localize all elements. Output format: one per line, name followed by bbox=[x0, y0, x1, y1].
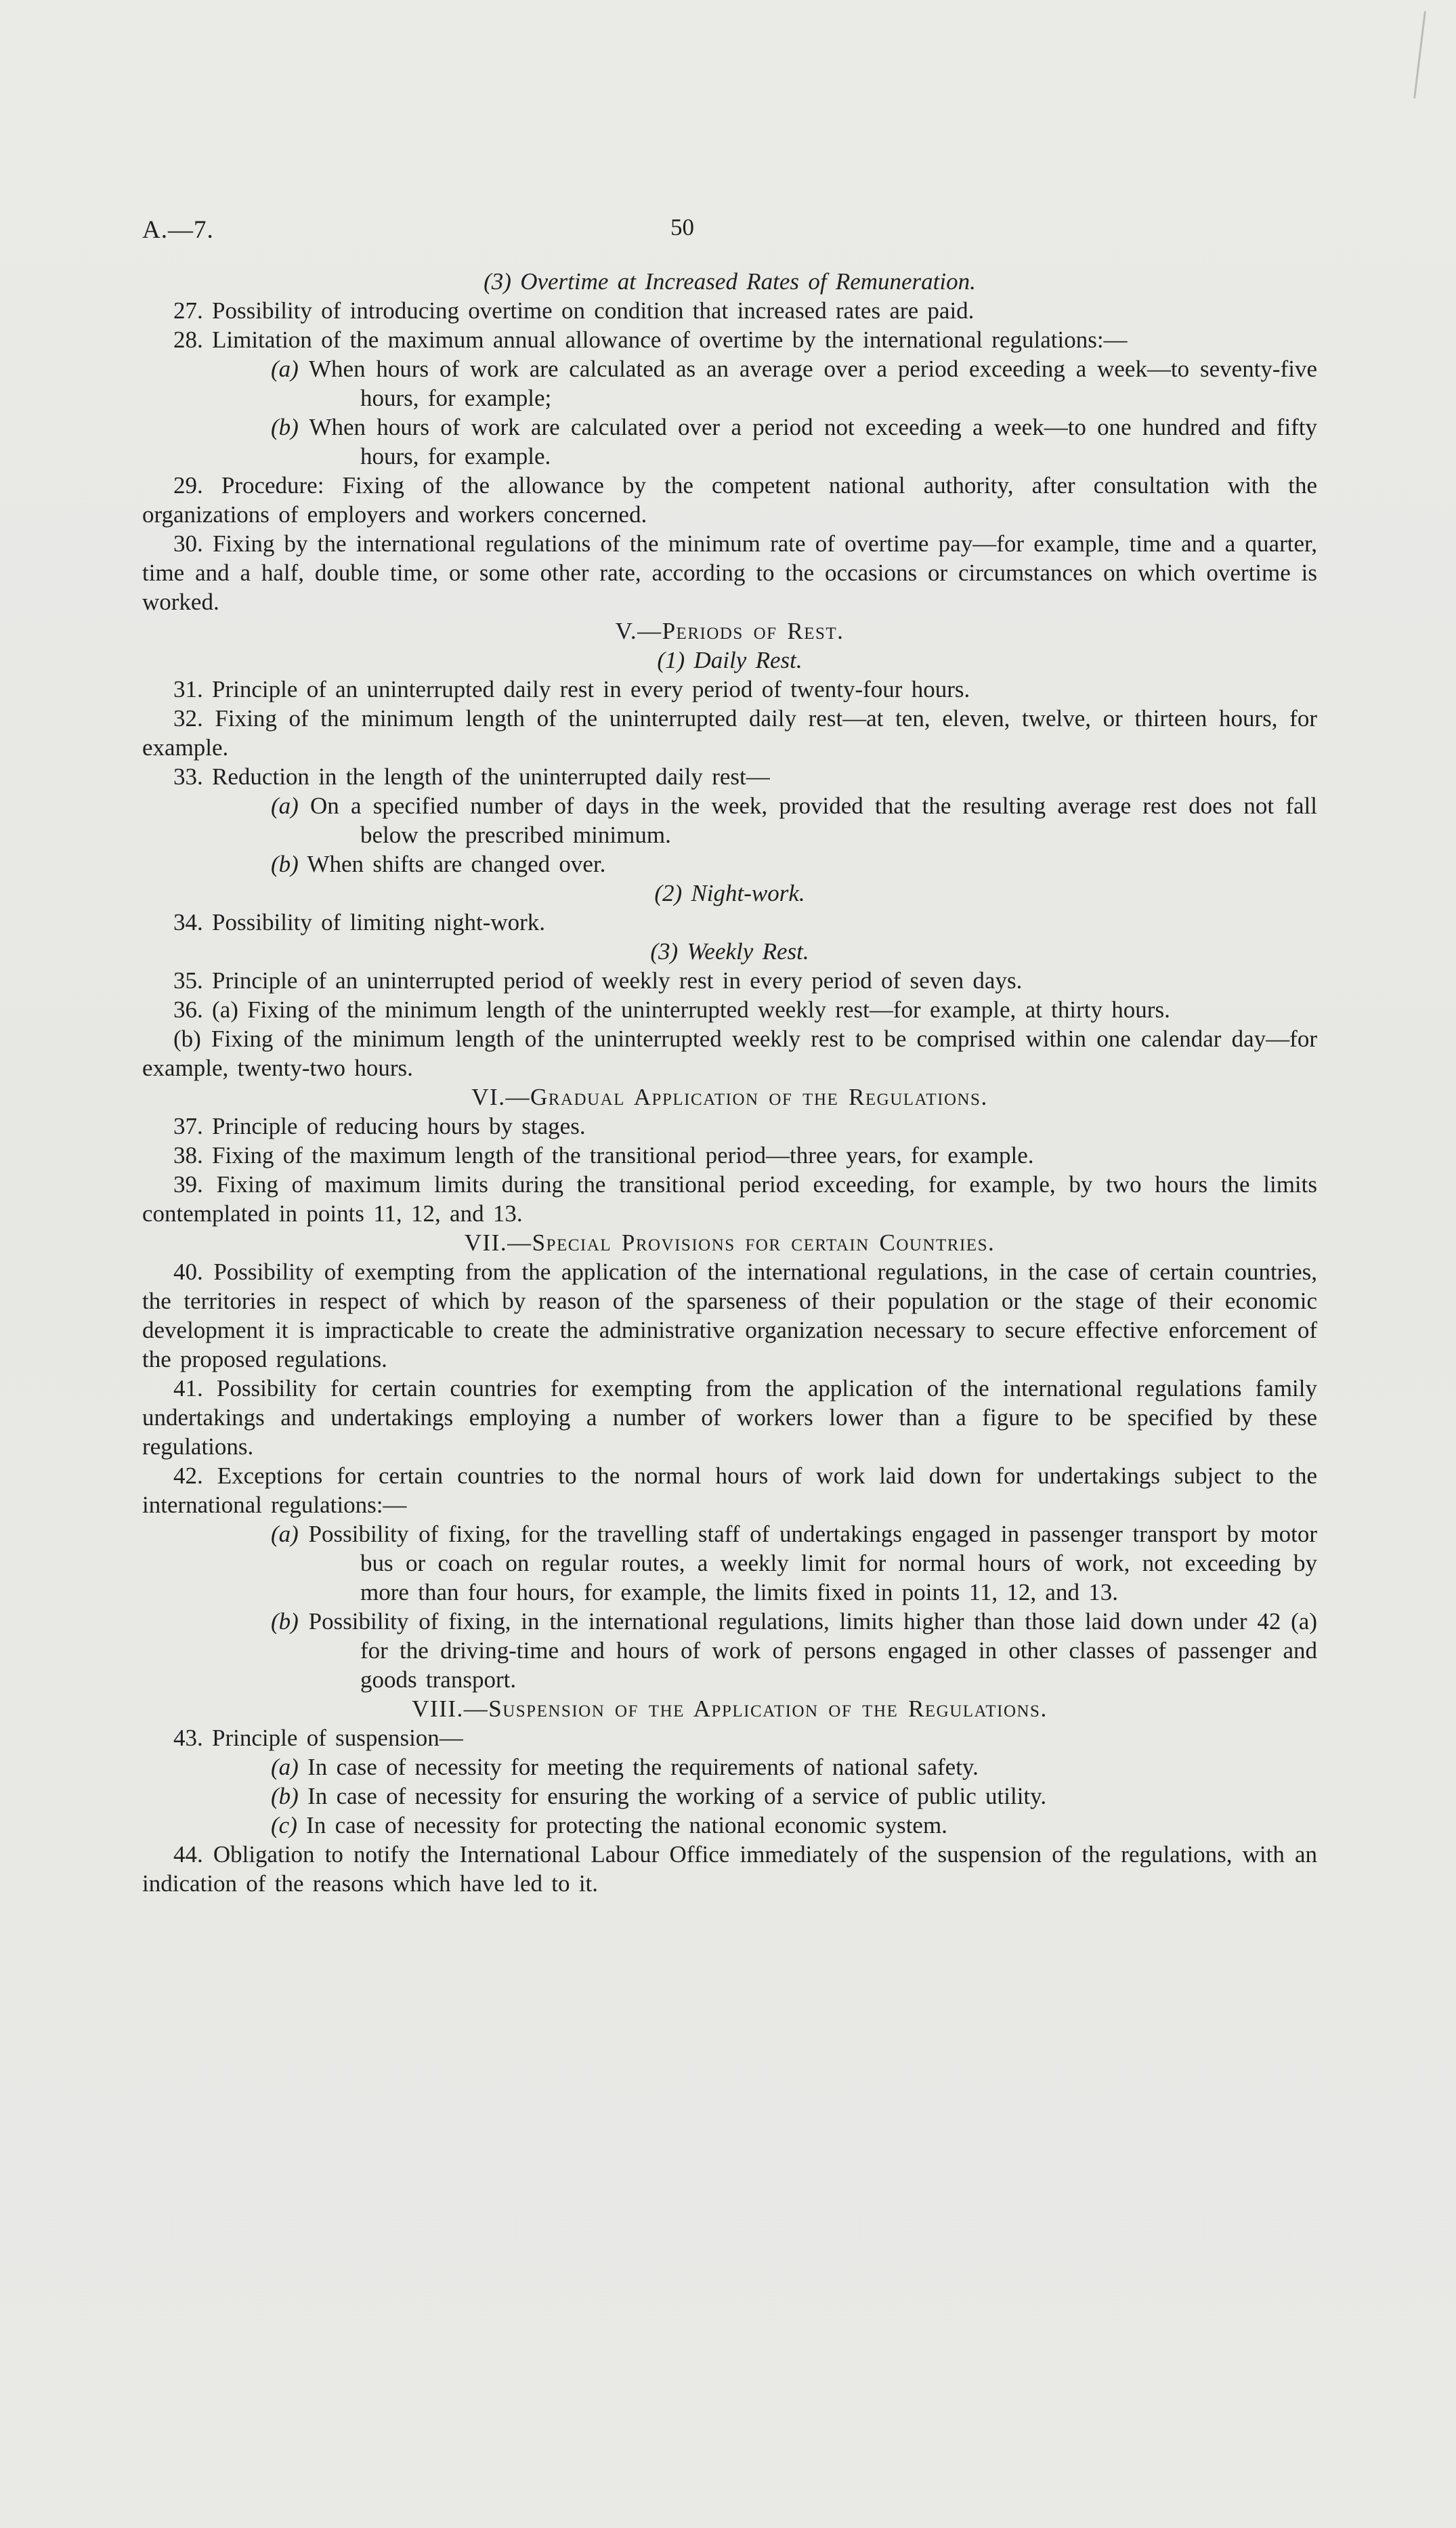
paragraph: 40. Possibility of exempting from the application of the international regulations, in the case of certain countries, the territories in respect of which by reason of the sparseness of their population or the stage of their economic development it is impracticable to create the administrative organization necessary to secure effective enforcement of the proposed regulations. bbox=[142, 1259, 1317, 1372]
sub-item: (a) Possibility of fixing, for the travelling staff of undertakings engaged in passenger transport by motor bus or coach on regular routes, a weekly limit for normal hours of work, not exceeding by more than four hours, for example, the limits fixed in points 11, 12, and 13. bbox=[271, 1521, 1317, 1605]
paragraph: 36. (a) Fixing of the minimum length of the uninterrupted weekly rest—for example, at thirty hours. bbox=[173, 996, 1170, 1023]
subsection-heading: (3) Overtime at Increased Rates of Remuneration. bbox=[484, 268, 976, 295]
scan-artifact bbox=[1413, 11, 1426, 98]
sub-item-label: (b) bbox=[271, 414, 299, 440]
section-heading: V.—Periods of Rest. bbox=[615, 618, 844, 644]
section-heading: VII.—Special Provisions for certain Countries. bbox=[464, 1229, 995, 1256]
paragraph: 38. Fixing of the maximum length of the transitional period—three years, for example. bbox=[173, 1142, 1034, 1168]
section-heading: VIII.—Suspension of the Application of the Regulations. bbox=[412, 1695, 1048, 1722]
sub-item-label: (a) bbox=[271, 1521, 299, 1547]
page-number: 50 bbox=[670, 214, 694, 240]
paragraph: 29. Procedure: Fixing of the allowance by the competent national authority, after consultation with the organizations of employers and workers concerned. bbox=[142, 472, 1317, 528]
sub-item-label: (a) bbox=[271, 793, 299, 819]
paragraph: 35. Principle of an uninterrupted period of weekly rest in every period of seven days. bbox=[173, 967, 1023, 994]
page-header bbox=[142, 214, 1317, 248]
paragraph: 32. Fixing of the minimum length of the uninterrupted daily rest—at ten, eleven, twelve, or thirteen hours, for example. bbox=[142, 705, 1317, 761]
sub-item: (b) In case of necessity for ensuring the working of a service of public utility. bbox=[271, 1783, 1047, 1809]
sub-item-label: (b) bbox=[271, 851, 299, 877]
paragraph: 44. Obligation to notify the International Labour Office immediately of the suspension of the regulations, with an indication of the reasons which have led to it. bbox=[142, 1841, 1317, 1897]
sub-item-label: (a) bbox=[271, 1754, 299, 1780]
paragraph: 33. Reduction in the length of the uninterrupted daily rest— bbox=[173, 763, 770, 790]
paragraph: 41. Possibility for certain countries for exempting from the application of the international regulations family undertakings and undertakings employing a number of workers lower than a figure to be specified by these regulations. bbox=[142, 1375, 1317, 1460]
sub-item: (b) When shifts are changed over. bbox=[271, 851, 606, 877]
paragraph: 39. Fixing of maximum limits during the transitional period exceeding, for example, by two hours the limits contemplated in points 11, 12, and 13. bbox=[142, 1171, 1317, 1227]
paragraph: 37. Principle of reducing hours by stages. bbox=[173, 1113, 586, 1139]
sub-item: (a) On a specified number of days in the week, provided that the resulting average rest does not fall below the prescribed minimum. bbox=[271, 793, 1317, 848]
paragraph: 28. Limitation of the maximum annual allowance of overtime by the international regulations:— bbox=[173, 326, 1128, 353]
subsection-heading: (1) Daily Rest. bbox=[657, 647, 802, 673]
paragraph: 31. Principle of an uninterrupted daily rest in every period of twenty-four hours. bbox=[173, 676, 970, 702]
document-reference: A.—7. bbox=[142, 216, 214, 244]
sub-item: (a) When hours of work are calculated as an average over a period exceeding a week—to seventy-five hours, for example; bbox=[271, 356, 1317, 411]
sub-item: (a) In case of necessity for meeting the requirements of national safety. bbox=[271, 1754, 979, 1780]
sub-item-label: (b) bbox=[271, 1783, 299, 1809]
subsection-heading: (3) Weekly Rest. bbox=[650, 938, 809, 965]
document-body bbox=[142, 267, 1317, 1898]
subsection-heading: (2) Night-work. bbox=[654, 880, 805, 906]
sub-item: (c) In case of necessity for protecting the national economic system. bbox=[271, 1812, 947, 1838]
sub-item: (b) When hours of work are calculated over a period not exceeding a week—to one hundred and fifty hours, for example. bbox=[271, 414, 1317, 469]
sub-item-label: (c) bbox=[271, 1812, 297, 1838]
sub-item-label: (a) bbox=[271, 356, 299, 382]
section-heading: VI.—Gradual Application of the Regulations. bbox=[471, 1084, 988, 1110]
paragraph: 43. Principle of suspension— bbox=[173, 1725, 463, 1751]
paragraph: 42. Exceptions for certain countries to the normal hours of work laid down for undertakings subject to the international regulations:— bbox=[142, 1462, 1317, 1518]
paragraph: (b) Fixing of the minimum length of the uninterrupted weekly rest to be comprised within one calendar day—for example, twenty-two hours. bbox=[142, 1026, 1317, 1081]
paragraph: 30. Fixing by the international regulations of the minimum rate of overtime pay—for example, time and a quarter, time and a half, double time, or some other rate, according to the occasions or circumstances on which overtime is worked. bbox=[142, 530, 1317, 615]
sub-item: (b) Possibility of fixing, in the international regulations, limits higher than those laid down under 42 (a) for the driving-time and hours of work of persons engaged in other classes of passenger and goods transport. bbox=[271, 1608, 1317, 1693]
sub-item-label: (b) bbox=[271, 1608, 299, 1635]
paragraph: 34. Possibility of limiting night-work. bbox=[173, 909, 546, 935]
paragraph: 27. Possibility of introducing overtime on condition that increased rates are paid. bbox=[173, 297, 975, 324]
